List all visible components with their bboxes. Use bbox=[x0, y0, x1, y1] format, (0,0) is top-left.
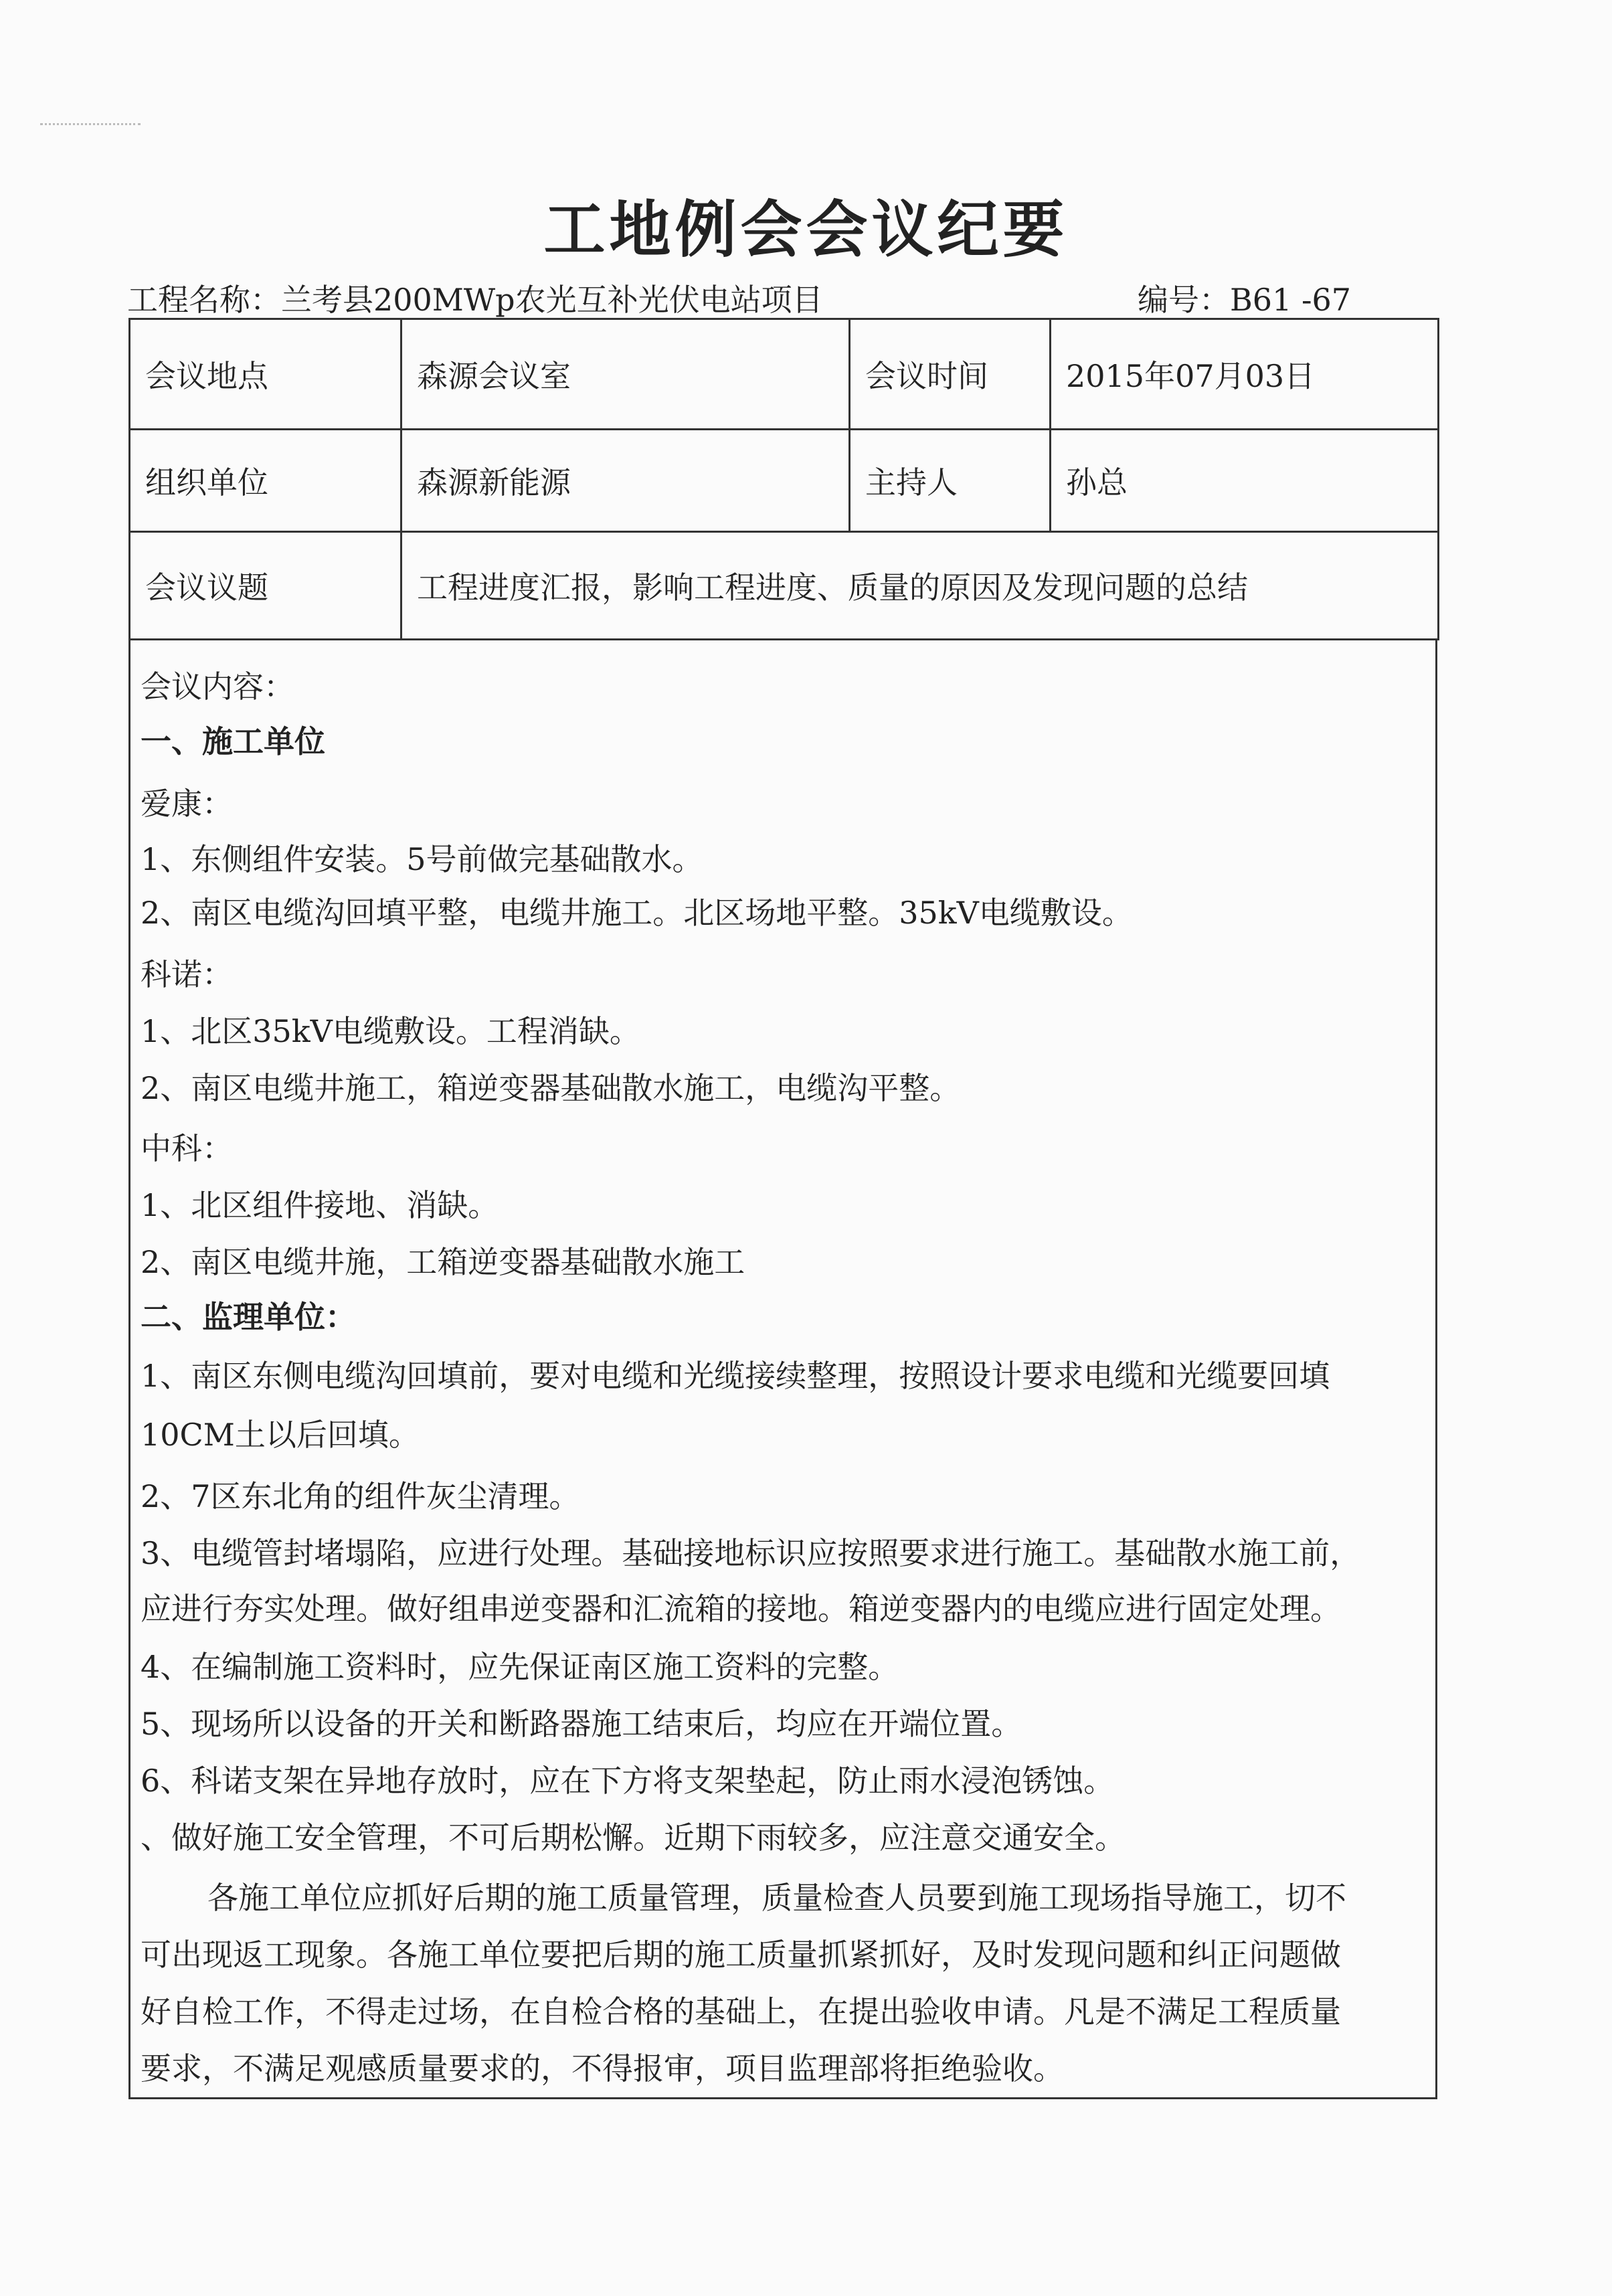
summary-paragraph-line: 各施工单位应抓好后期的施工质量管理，质量检查人员要到施工现场指导施工，切不 bbox=[207, 1880, 1346, 1916]
contractor-name: 爱康： bbox=[141, 786, 233, 822]
contractor-name: 中科： bbox=[141, 1130, 233, 1166]
list-item: 6、科诺支架在异地存放时，应在下方将支架垫起，防止雨水浸泡锈蚀。 bbox=[141, 1763, 1115, 1799]
document-number: 编号：B61 -67 bbox=[1138, 282, 1352, 318]
list-item: 2、南区电缆井施工，箱逆变器基础散水施工，电缆沟平整。 bbox=[141, 1070, 961, 1106]
host-label: 主持人 bbox=[850, 430, 1051, 532]
location-value: 森源会议室 bbox=[401, 319, 850, 430]
location-label: 会议地点 bbox=[130, 319, 401, 430]
document-title: 工地例会会议纪要 bbox=[543, 194, 1069, 266]
list-item: 1、北区35kV电缆敷设。工程消缺。 bbox=[141, 1013, 640, 1049]
summary-paragraph-line: 可出现返工现象。各施工单位要把后期的施工质量抓紧抓好，及时发现问题和纠正问题做 bbox=[141, 1937, 1341, 1973]
topic-label: 会议议题 bbox=[130, 532, 401, 640]
list-item: 3、电缆管封堵塌陷，应进行处理。基础接地标识应按照要求进行施工。基础散水施工前， bbox=[141, 1535, 1361, 1571]
list-item: 2、南区电缆沟回填平整，电缆井施工。北区场地平整。35kV电缆敷设。 bbox=[141, 895, 1133, 931]
list-item: 5、现场所以设备的开关和断路器施工结束后，均应在开端位置。 bbox=[141, 1706, 1022, 1742]
section-heading: 二、监理单位： bbox=[141, 1299, 356, 1335]
project-name: 工程名称：兰考县200MWp农光互补光伏电站项目 bbox=[127, 282, 823, 318]
time-label: 会议时间 bbox=[850, 319, 1051, 430]
org-value: 森源新能源 bbox=[401, 430, 850, 532]
list-item: 4、在编制施工资料时，应先保证南区施工资料的完整。 bbox=[141, 1649, 899, 1685]
contractor-name: 科诺： bbox=[141, 956, 233, 992]
summary-paragraph-line: 好自检工作，不得走过场，在自检合格的基础上，在提出验收申请。凡是不满足工程质量 bbox=[141, 1994, 1341, 2030]
list-item: 1、南区东侧电缆沟回填前，要对电缆和光缆接续整理，按照设计要求电缆和光缆要回填 bbox=[141, 1358, 1330, 1394]
list-item: 10CM土以后回填。 bbox=[141, 1417, 420, 1453]
table-row bbox=[130, 319, 1439, 430]
summary-paragraph-line: 要求，不满足观感质量要求的，不得报审，项目监理部将拒绝验收。 bbox=[141, 2050, 1064, 2087]
list-item: 应进行夯实处理。做好组串逆变器和汇流箱的接地。箱逆变器内的电缆应进行固定处理。 bbox=[141, 1591, 1341, 1627]
table-row bbox=[130, 430, 1439, 532]
time-value: 2015年07月03日 bbox=[1051, 319, 1439, 430]
list-item: 2、南区电缆井施，工箱逆变器基础散水施工 bbox=[141, 1244, 745, 1280]
list-item: 2、7区东北角的组件灰尘清理。 bbox=[141, 1478, 580, 1514]
section-heading: 一、施工单位 bbox=[141, 723, 325, 760]
list-item: 1、北区组件接地、消缺。 bbox=[141, 1187, 499, 1223]
list-item: 1、东侧组件安装。5号前做完基础散水。 bbox=[141, 841, 703, 877]
host-value: 孙总 bbox=[1051, 430, 1439, 532]
topic-value: 工程进度汇报，影响工程进度、质量的原因及发现问题的总结 bbox=[401, 532, 1439, 640]
scan-mark bbox=[40, 114, 141, 125]
meeting-info-table bbox=[128, 318, 1439, 640]
org-label: 组织单位 bbox=[130, 430, 401, 532]
list-item: 、做好施工安全管理，不可后期松懈。近期下雨较多，应注意交通安全。 bbox=[141, 1820, 1126, 1856]
content-heading: 会议内容： bbox=[141, 669, 294, 705]
table-row bbox=[130, 532, 1439, 640]
